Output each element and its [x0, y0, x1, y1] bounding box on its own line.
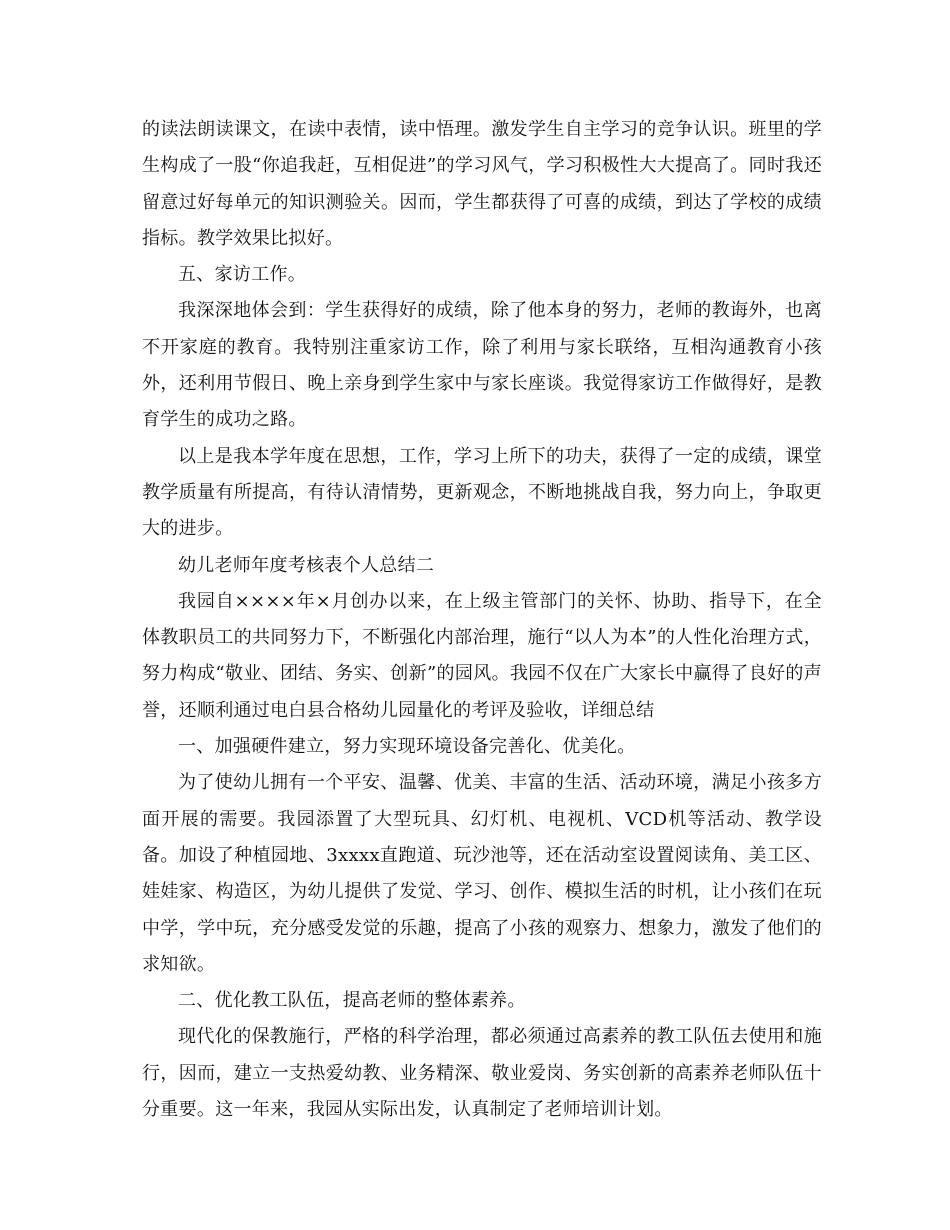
paragraph-home-visits: 我深深地体会到：学生获得好的成绩，除了他本身的努力，老师的教诲外，也离不开家庭的教育。我特别注重家访工作，除了利用与家长联络，互相沟通教育小孩外，还利用节假日、晚上亲身到学生家中与家长座谈。我觉得家访工作做得好，是教育学生的成功之路。: [142, 300, 822, 431]
section-heading-hardware: 一、加强硬件建立，努力实现环境设备完善化、优美化。: [178, 736, 636, 758]
paragraph-kindergarten-intro: 我园自××××年×月创办以来，在上级主管部门的关怀、协助、指导下，在全体教职员工的共同努力下，不断强化内部治理，施行“以人为本”的人性化治理方式，努力构成“敬业、团结、务实、创新”的园风。我园不仅在广大家长中赢得了良好的声誉，还顺利通过电白县合格幼儿园量化的考评及验收，详细总结: [142, 590, 822, 721]
document-body: [142, 112, 822, 1128]
paragraph-hardware: 为了使幼儿拥有一个平安、温馨、优美、丰富的生活、活动环境，满足小孩多方面开展的需要。我园添置了大型玩具、幻灯机、电视机、VCD机等活动、教学设备。加设了种植园地、3xxxx直跑道、玩沙池等，还在活动室设置阅读角、美工区、娃娃家、构造区，为幼儿提供了发觉、学习、创作、模拟生活的时机，让小孩们在玩中学，学中玩，充分感受发觉的乐趣，提高了小孩的观察力、想象力，激发了他们的求知欲。: [142, 772, 822, 975]
section-heading-home-visits: 五、家访工作。: [178, 264, 307, 286]
section-heading-summary-two: 幼儿老师年度考核表个人总结二: [178, 554, 435, 576]
paragraph-summary: 以上是我本学年度在思想，工作，学习上所下的功夫，获得了一定的成绩，课堂教学质量有所提高，有待认清情势，更新观念，不断地挑战自我，努力向上，争取更大的进步。: [142, 445, 822, 540]
paragraph-staff: 现代化的保教施行，严格的科学治理，都必须通过高素养的教工队伍去使用和施行，因而，建立一支热爱幼教、业务精深、敬业爱岗、务实创新的高素养老师队伍十分重要。这一年来，我园从实际出发，认真制定了老师培训计划。: [142, 1026, 822, 1121]
section-heading-staff: 二、优化教工队伍，提高老师的整体素养。: [178, 990, 526, 1012]
paragraph-continuation: 的读法朗读课文，在读中表情，读中悟理。激发学生自主学习的竞争认识。班里的学生构成了一股“你追我赶，互相促进”的学习风气，学习积极性大大提高了。同时我还留意过好每单元的知识测验关。因而，学生都获得了可喜的成绩，到达了学校的成绩指标。教学效果比拟好。: [142, 119, 822, 249]
